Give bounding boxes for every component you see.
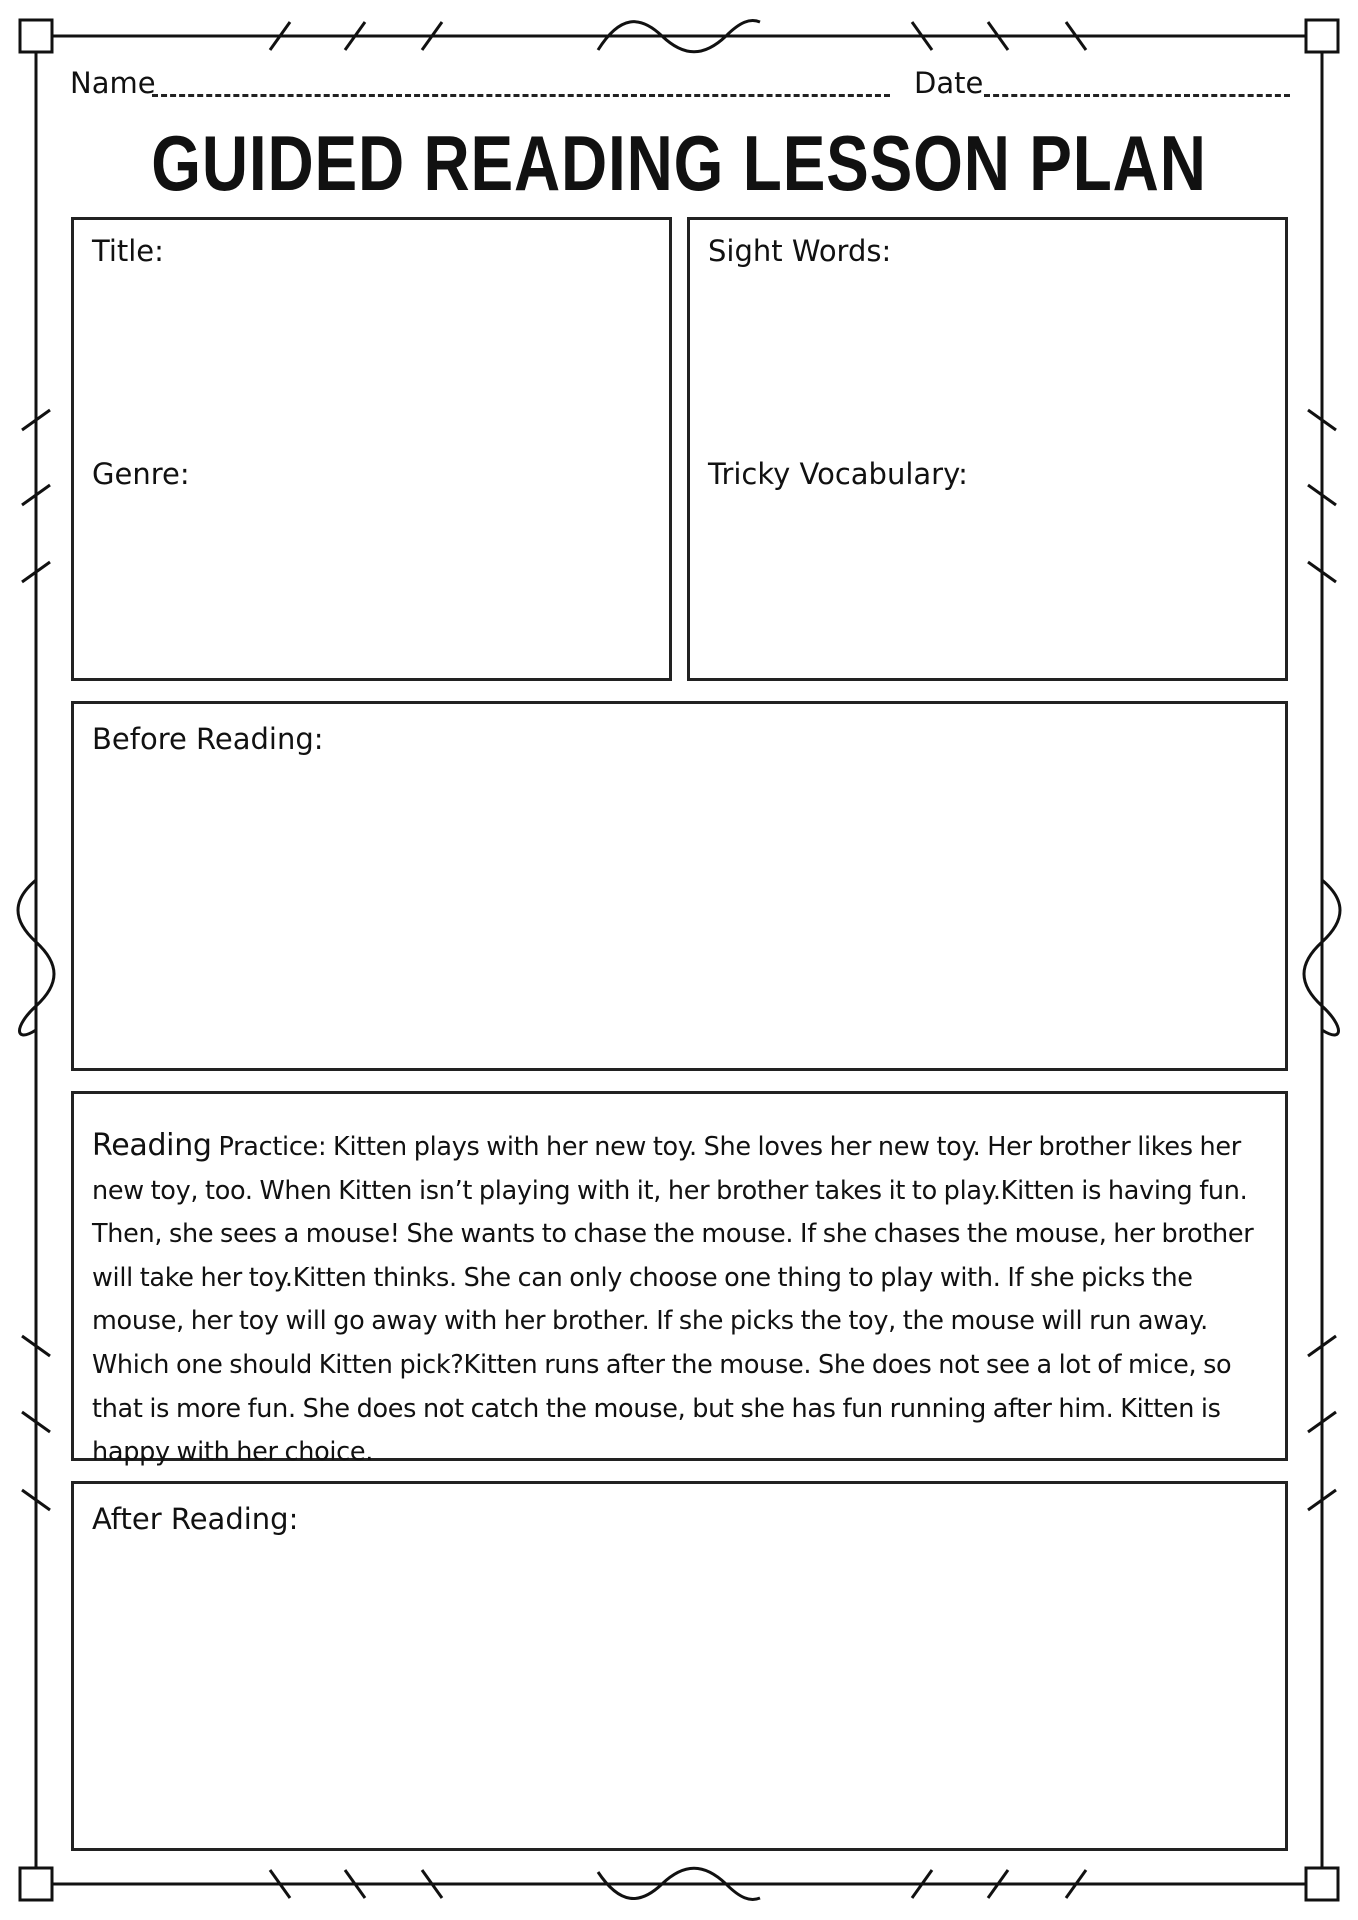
reading-practice-box — [71, 1091, 1288, 1468]
genre-field-label: Genre: — [92, 457, 190, 491]
title-genre-box[interactable] — [71, 217, 672, 681]
before-reading-box[interactable] — [71, 701, 1288, 1071]
title-field-label: Title: — [92, 234, 164, 268]
reading-practice-passage — [92, 1124, 1267, 1475]
name-field[interactable] — [152, 94, 890, 97]
reading-practice-lead: Reading — [92, 1128, 212, 1163]
page-title: GUIDED READING LESSON PLAN — [151, 119, 1207, 207]
date-field[interactable] — [984, 94, 1290, 97]
after-reading-box[interactable] — [71, 1481, 1288, 1851]
tricky-vocabulary-label: Tricky Vocabulary: — [708, 457, 968, 491]
after-reading-label: After Reading: — [92, 1502, 299, 1536]
reading-practice-text: Practice: Kitten plays with her new toy. She loves her new toy. Her brother likes her new toy, too. When Kitten isn’t playing with it, her brother takes it to play.Kitten is having fun. Then, she sees a mouse! She wants to chase the mouse. If she chases the mouse, her brother will take her toy.Kitten thinks. She can only choose one thing to play with. If she picks the mouse, her toy will go away with her brother. If she picks the toy, the mouse will run away. Which one should Kitten pick?Kitten runs after the mouse. She does not see a lot of mice, so that is more fun. She does not catch the mouse, but she has fun running after him. Kitten is happy with her choice. — [92, 1132, 1254, 1468]
sight-words-label: Sight Words: — [708, 234, 892, 268]
sight-words-box[interactable] — [687, 217, 1288, 681]
before-reading-label: Before Reading: — [92, 722, 324, 756]
name-label: Name — [70, 66, 156, 100]
date-label: Date — [914, 66, 984, 100]
